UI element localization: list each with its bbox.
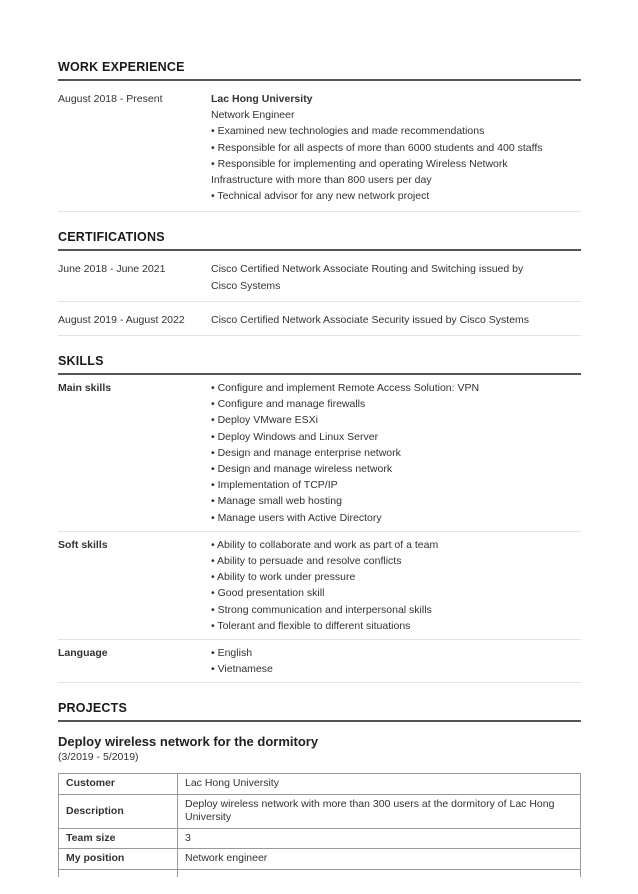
project-period: (3/2019 - 5/2019) — [58, 751, 139, 764]
skills-group-items — [211, 537, 581, 634]
table-row-team-size — [59, 828, 581, 849]
skill-item: • Tolerant and flexible to different situations — [211, 619, 411, 632]
row-label-cell: Customer — [59, 774, 178, 795]
skills-group-items — [211, 645, 581, 677]
skill-item: • Ability to work under pressure — [211, 571, 356, 584]
work-entry-role: Network Engineer — [211, 109, 295, 122]
skill-item: • Implementation of TCP/IP — [211, 479, 338, 492]
projects-heading: PROJECTS — [58, 701, 581, 722]
work-experience-entry — [58, 81, 581, 212]
table-row-customer — [59, 774, 581, 795]
skill-item: • Manage small web hosting — [211, 495, 342, 508]
certification-date: June 2018 - June 2021 — [58, 263, 166, 276]
section-skills — [58, 354, 581, 683]
skills-group-language — [58, 640, 581, 683]
section-work-experience — [58, 60, 581, 212]
certification-entry — [58, 251, 581, 301]
skills-heading: SKILLS — [58, 354, 581, 375]
skills-group-main — [58, 375, 581, 532]
work-entry-bullet: • Technical advisor for any new network project — [211, 190, 430, 203]
work-entry-bullet: • Responsible for implementing and operating Wireless Network Infrastructure with more than 800 users per day — [211, 157, 508, 187]
row-value-cell: Network engineer — [178, 849, 581, 870]
project-details-table — [58, 773, 581, 877]
skills-group-items — [211, 380, 581, 526]
row-label-cell: Team size — [59, 828, 178, 849]
project-title: Deploy wireless network for the dormitory — [58, 734, 319, 750]
certification-text: Cisco Certified Network Associate Routing and Switching issued by Cisco Systems — [211, 263, 524, 292]
skill-item: • Configure and implement Remote Access Solution: VPN — [211, 382, 480, 395]
certifications-heading: CERTIFICATIONS — [58, 230, 581, 251]
work-entry-body — [211, 91, 581, 204]
certification-text: Cisco Certified Network Associate Security issued by Cisco Systems — [211, 313, 530, 326]
skill-item: • Manage users with Active Directory — [211, 511, 382, 524]
section-projects — [58, 701, 581, 877]
skill-item: • English — [211, 647, 253, 660]
work-entry-bullet: • Examined new technologies and made recommendations — [211, 125, 485, 138]
skill-item: • Configure and manage firewalls — [211, 398, 366, 411]
row-label-cell: Description — [59, 794, 178, 828]
work-entry-organization: Lac Hong University — [211, 93, 313, 105]
skill-item: • Ability to collaborate and work as part of a team — [211, 538, 439, 551]
row-label-cell — [59, 869, 178, 877]
skill-item: • Deploy VMware ESXi — [211, 414, 318, 427]
skills-group-soft — [58, 532, 581, 640]
skill-item: • Good presentation skill — [211, 587, 325, 600]
certification-entry — [58, 302, 581, 336]
certification-body — [211, 261, 581, 293]
work-experience-heading: WORK EXPERIENCE — [58, 60, 581, 81]
table-row-my-position — [59, 849, 581, 870]
skills-group-label: Main skills — [58, 382, 112, 395]
skills-group-label: Language — [58, 647, 108, 660]
table-row-description — [59, 794, 581, 828]
skill-item: • Design and manage wireless network — [211, 463, 393, 476]
row-value-cell — [178, 869, 581, 877]
skill-item: • Deploy Windows and Linux Server — [211, 430, 379, 443]
row-value-cell: 3 — [178, 828, 581, 849]
work-entry-bullet: • Responsible for all aspects of more than 6000 students and 400 staffs — [211, 141, 543, 154]
skills-group-label: Soft skills — [58, 538, 108, 551]
skill-item: • Design and manage enterprise network — [211, 446, 401, 459]
row-label-cell: My position — [59, 849, 178, 870]
row-value-cell: Lac Hong University — [178, 774, 581, 795]
certification-date: August 2019 - August 2022 — [58, 313, 185, 326]
section-certifications — [58, 230, 581, 336]
certification-body — [211, 312, 581, 328]
skill-item: • Vietnamese — [211, 663, 273, 676]
row-value-cell: Deploy wireless network with more than 300 users at the dormitory of Lac Hong University — [178, 794, 581, 828]
skill-item: • Strong communication and interpersonal skills — [211, 603, 432, 616]
skill-item: • Ability to persuade and resolve conflicts — [211, 555, 402, 568]
table-row-partial-cutoff — [59, 869, 581, 877]
work-entry-date: August 2018 - Present — [58, 93, 163, 105]
